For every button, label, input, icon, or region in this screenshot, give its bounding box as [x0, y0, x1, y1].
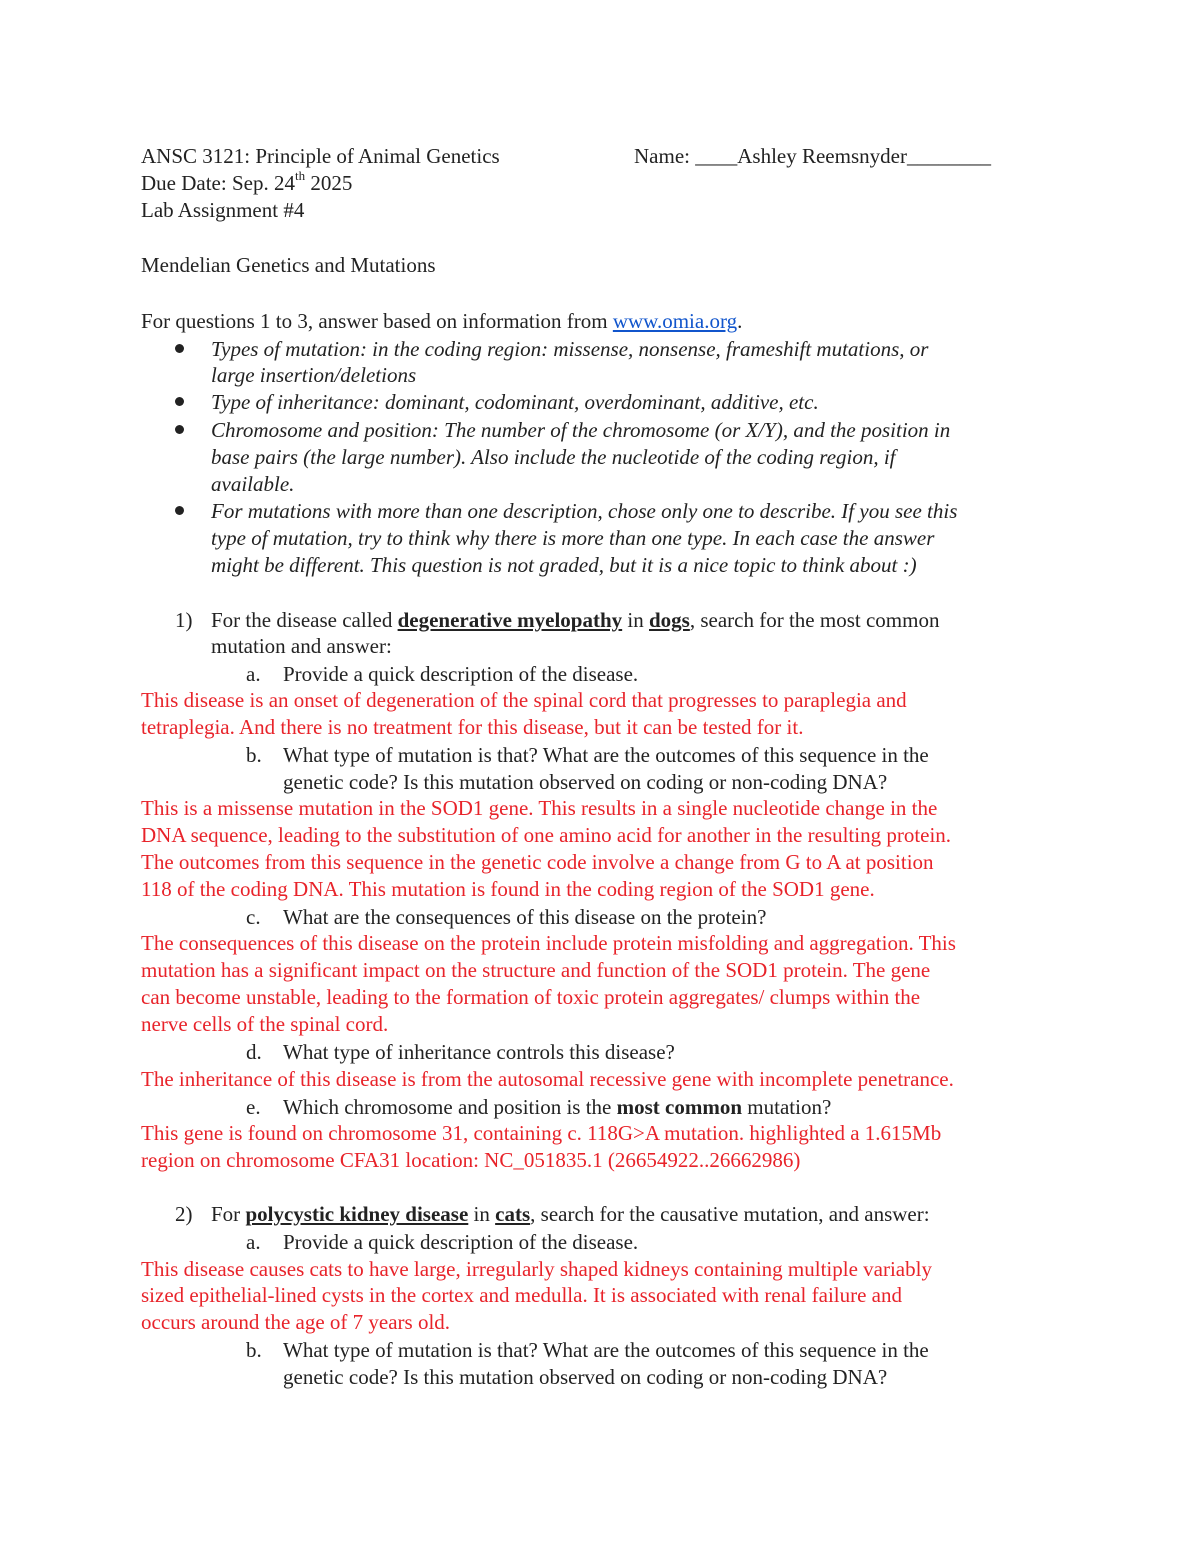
- bullet-line: type of mutation, try to think why there is more than one type. In each case the answer: [211, 526, 935, 550]
- question-prompt: For the disease called degenerative myelopathy in dogs, search for the most common: [211, 608, 940, 632]
- answer-line: This gene is found on chromosome 31, containing c. 118G>A mutation. highlighted a 1.615Mb: [141, 1121, 942, 1145]
- answer-line: This is a missense mutation in the SOD1 gene. This results in a single nucleotide change in the: [141, 796, 938, 820]
- question-number: 1): [175, 608, 193, 632]
- question-prompt: For polycystic kidney disease in cats, search for the causative mutation, and answer:: [211, 1202, 930, 1226]
- bullet-icon: [175, 344, 184, 353]
- sub-label: b.: [246, 743, 262, 767]
- sub-question: Which chromosome and position is the most common mutation?: [283, 1095, 832, 1119]
- lab-number: Lab Assignment #4: [141, 198, 305, 222]
- omia-link[interactable]: www.omia.org: [612, 309, 738, 333]
- intro-text: For questions 1 to 3, answer based on information from www.omia.org.: [141, 309, 743, 333]
- answer-line: occurs around the age of 7 years old.: [141, 1310, 451, 1334]
- sub-label: e.: [246, 1095, 261, 1119]
- course-title: ANSC 3121: Principle of Animal Genetics: [141, 144, 500, 168]
- sub-question: Provide a quick description of the disease.: [283, 662, 639, 686]
- sub-question: What type of mutation is that? What are the outcomes of this sequence in the: [283, 1338, 929, 1362]
- sub-question: Provide a quick description of the disease.: [283, 1230, 639, 1254]
- answer-line: DNA sequence, leading to the substitution of one amino acid for another in the resulting protein.: [141, 823, 952, 847]
- sub-label: a.: [246, 662, 261, 686]
- bullet-line: available.: [211, 472, 295, 496]
- answer-line: tetraplegia. And there is no treatment for this disease, but it can be tested for it.: [141, 715, 804, 739]
- bullet-icon: [175, 506, 184, 515]
- bullet-icon: [175, 425, 184, 434]
- due-date: Due Date: Sep. 24th 2025: [141, 168, 353, 195]
- answer-line: The outcomes from this sequence in the genetic code involve a change from G to A at position: [141, 850, 934, 874]
- bullet-line: might be different. This question is not graded, but it is a nice topic to think about :): [211, 553, 917, 577]
- answer-line: region on chromosome CFA31 location: NC_051835.1 (26654922..26662986): [141, 1148, 801, 1172]
- sub-question: genetic code? Is this mutation observed on coding or non-coding DNA?: [283, 1365, 888, 1389]
- bullet-line: For mutations with more than one description, chose only one to describe. If you see this: [211, 499, 958, 523]
- answer-line: sized epithelial-lined cysts in the cortex and medulla. It is associated with renal failure and: [141, 1283, 902, 1307]
- bullet-line: base pairs (the large number). Also include the nucleotide of the coding region, if: [211, 445, 896, 469]
- answer-line: The consequences of this disease on the protein include protein misfolding and aggregation. This: [141, 931, 956, 955]
- answer-line: 118 of the coding DNA. This mutation is found in the coding region of the SOD1 gene.: [141, 877, 875, 901]
- sub-question: What type of inheritance controls this disease?: [283, 1040, 675, 1064]
- answer-line: can become unstable, leading to the formation of toxic protein aggregates/ clumps within the: [141, 985, 921, 1009]
- sub-question: genetic code? Is this mutation observed on coding or non-coding DNA?: [283, 770, 888, 794]
- sub-label: d.: [246, 1040, 262, 1064]
- bullet-line: Types of mutation: in the coding region: missense, nonsense, frameshift mutations, or: [211, 337, 929, 361]
- sub-label: a.: [246, 1230, 261, 1254]
- sub-question: What type of mutation is that? What are the outcomes of this sequence in the: [283, 743, 929, 767]
- answer-line: nerve cells of the spinal cord.: [141, 1012, 389, 1036]
- bullet-line: Chromosome and position: The number of the chromosome (or X/Y), and the position in: [211, 418, 951, 442]
- assignment-title: Mendelian Genetics and Mutations: [141, 253, 436, 277]
- student-name: Name: ____Ashley Reemsnyder________: [634, 144, 991, 168]
- sub-label: c.: [246, 905, 261, 929]
- question-prompt-cont: mutation and answer:: [211, 634, 392, 658]
- answer-line: mutation has a significant impact on the structure and function of the SOD1 protein. The gene: [141, 958, 931, 982]
- answer-line: The inheritance of this disease is from the autosomal recessive gene with incomplete penetrance.: [141, 1067, 954, 1091]
- question-number: 2): [175, 1202, 193, 1226]
- sub-label: b.: [246, 1338, 262, 1362]
- answer-line: This disease causes cats to have large, irregularly shaped kidneys containing multiple variably: [141, 1257, 932, 1281]
- bullet-line: Type of inheritance: dominant, codominant, overdominant, additive, etc.: [211, 390, 819, 414]
- bullet-line: large insertion/deletions: [211, 363, 417, 387]
- bullet-icon: [175, 397, 184, 406]
- sub-question: What are the consequences of this disease on the protein?: [283, 905, 767, 929]
- answer-line: This disease is an onset of degeneration of the spinal cord that progresses to paraplegia and: [141, 688, 907, 712]
